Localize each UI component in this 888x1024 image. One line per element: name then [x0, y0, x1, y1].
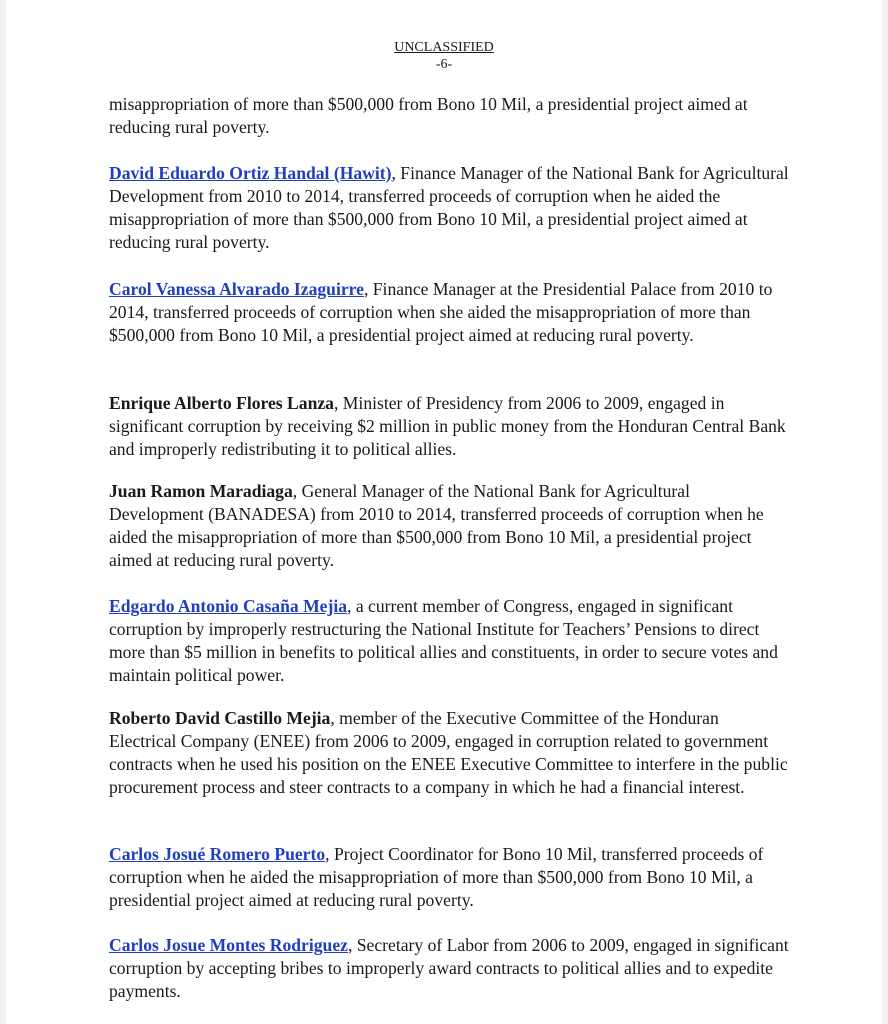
paragraph-continuation: [109, 93, 789, 139]
paragraph-entry: [109, 595, 789, 687]
classification-marking: UNCLASSIFIED: [394, 40, 494, 55]
page-number: -6-: [435, 57, 453, 72]
paragraph-entry: [109, 278, 789, 347]
paragraph-text: , Minister of Presidency from 2006 to 2009, engaged in significant corruption by receiving $2 million in public money from the Honduran Central Bank and improperly redistributing it to political allies.: [109, 393, 786, 459]
paragraph-text: , General Manager of the National Bank for Agricultural Development (BANADESA) from 2010 to 2014, transferred proceeds of corruption when he aided the misappropriation of more than $500,000 from Bono 10 Mil, a presidential project aimed at reducing rural poverty.: [109, 481, 764, 570]
person-name-link[interactable]: Edgardo Antonio Casaña Mejia: [109, 596, 348, 616]
paragraph-entry: [109, 480, 789, 572]
paragraph-text: , Project Coordinator for Bono 10 Mil, transferred proceeds of corruption when he aided the misappropriation of more than $500,000 from Bono 10 Mil, a presidential project aimed at reducing rural poverty.: [109, 844, 764, 910]
document-page: [6, 0, 882, 1024]
person-name-link[interactable]: Carlos Josué Romero Puerto: [109, 844, 326, 864]
person-name: Juan Ramon Maradiaga: [109, 481, 293, 501]
paragraph-text: , Secretary of Labor from 2006 to 2009, engaged in significant corruption by accepting bribes to improperly award contracts to political allies and to expedite payments.: [109, 935, 789, 1001]
person-name-link[interactable]: Carlos Josue Montes Rodriguez: [109, 935, 348, 955]
paragraph-text: , Finance Manager at the Presidential Palace from 2010 to 2014, transferred proceeds of corruption when she aided the misappropriation of more than $500,000 from Bono 10 Mil, a presidential project aimed at reducing rural poverty.: [109, 279, 773, 345]
person-name-link[interactable]: Carol Vanessa Alvarado Izaguirre: [109, 279, 364, 299]
paragraph-text: misappropriation of more than $500,000 from Bono 10 Mil, a presidential project aimed at reducing rural poverty.: [109, 94, 748, 137]
paragraph-entry: [109, 707, 789, 799]
paragraph-entry: [109, 934, 789, 1003]
person-name: Enrique Alberto Flores Lanza: [109, 393, 334, 413]
paragraph-text: , Finance Manager of the National Bank for Agricultural Development from 2010 to 2014, transferred proceeds of corruption when he aided the misappropriation of more than $500,000 from Bono 10 Mil, a presidential project aimed at reducing rural poverty.: [109, 163, 789, 252]
person-name-link[interactable]: David Eduardo Ortiz Handal (Hawit): [109, 163, 392, 183]
paragraph-text: , member of the Executive Committee of the Honduran Electrical Company (ENEE) from 2006 to 2009, engaged in corruption related to government contracts when he used his position on the ENEE Executive Committee to interfere in the public procurement process and steer contracts to a company in which he had a financial interest.: [109, 708, 788, 797]
paragraph-entry: [109, 392, 789, 461]
person-name: Roberto David Castillo Mejia: [109, 708, 331, 728]
paragraph-entry: [109, 843, 789, 912]
paragraph-entry: [109, 162, 789, 254]
paragraph-text: , a current member of Congress, engaged in significant corruption by improperly restructuring the National Institute for Teachers’ Pensions to direct more than $5 million in benefits to political allies and constituents, in order to secure votes and maintain political power.: [109, 596, 778, 685]
